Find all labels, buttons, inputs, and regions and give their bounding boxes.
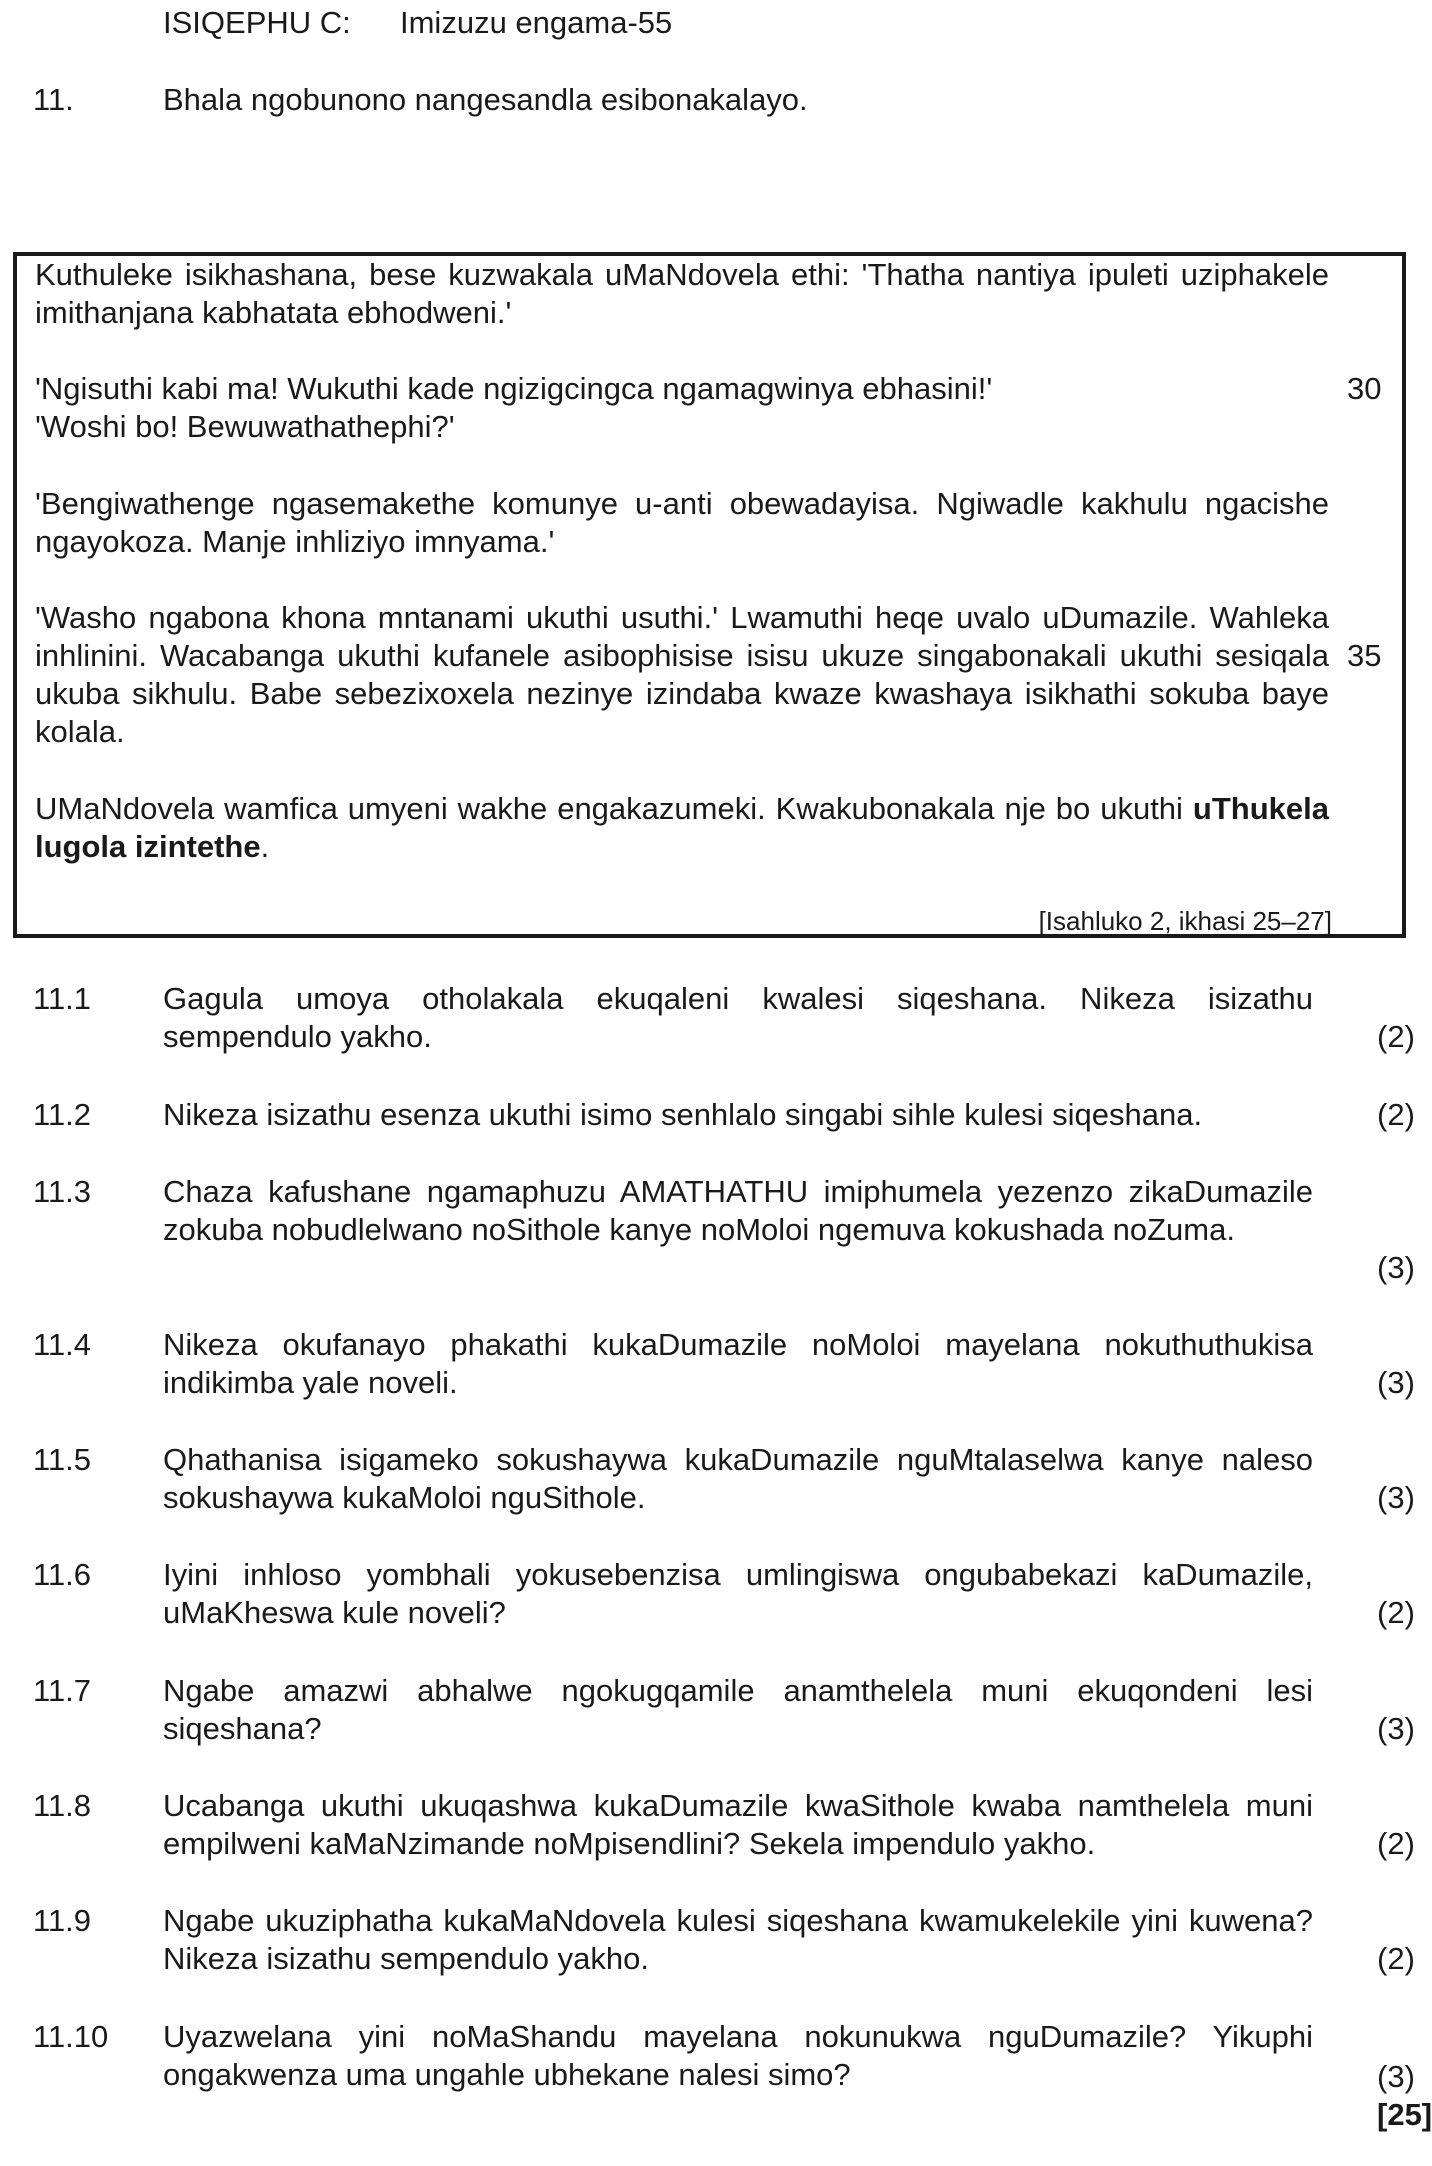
question-mark: (3) (1377, 1711, 1415, 1746)
extract-source: [Isahluko 2, ikhasi 25–27] (1038, 906, 1332, 936)
question-text: Ngabe ukuziphatha kukaMaNdovela kulesi siqeshana kwamukelekile yini kuwena? Nikeza isizathu sempendulo yakho. (163, 1903, 1313, 1976)
question-mark: (2) (1377, 1826, 1415, 1861)
question-mark: (3) (1377, 1365, 1415, 1400)
question-text: Nikeza okufanayo phakathi kukaDumazile noMoloi mayelana nokuthuthukisa indikimba yale noveli. (163, 1327, 1313, 1400)
section-title: Imizuzu engama-55 (400, 5, 673, 40)
question-number: 11.10 (33, 2019, 109, 2054)
line-number-35: 35 (1347, 638, 1382, 673)
question-text: Iyini inhloso yombhali yokusebenzisa umlingiswa ongubabekazi kaDumazile, uMaKheswa kule noveli? (163, 1557, 1313, 1630)
extract-line-speech-1: 'Ngisuthi kabi ma! Wukuthi kade ngizigcingca ngamagwinya ebhasini!' (35, 371, 993, 406)
question-text: Chaza kafushane ngamaphuzu AMATHATHU imiphumela yezenzo zikaDumazile zokuba nobudlelwano noSithole kanye noMoloi ngemuva kokushada noZuma. (163, 1174, 1313, 1247)
question-number: 11.1 (33, 981, 92, 1016)
question-number: 11.4 (33, 1327, 92, 1362)
question-text: Ucabanga ukuthi ukuqashwa kukaDumazile kwaSithole kwaba namthelela muni empilweni kaMaNzimande noMpisendlini? Sekela impendulo yakho. (163, 1788, 1313, 1861)
question-mark: (2) (1377, 1595, 1415, 1630)
question-number: 11.6 (33, 1557, 92, 1592)
task-instruction: Bhala ngobunono nangesandla esibonakalayo. (163, 82, 808, 117)
extract-paragraph-5-end: . (260, 829, 270, 864)
question-number: 11.5 (33, 1442, 92, 1477)
question-number: 11.8 (33, 1788, 92, 1823)
line-number-30: 30 (1347, 371, 1382, 406)
question-mark: (3) (1377, 1250, 1415, 1285)
task-number: 11. (33, 82, 74, 117)
question-mark: (2) (1377, 1941, 1415, 1976)
question-text: Uyazwelana yini noMaShandu mayelana nokunukwa nguDumazile? Yikuphi ongakwenza uma ungahle ubhekane nalesi simo? (163, 2019, 1313, 2092)
extract-paragraph-1: Kuthuleke isikhashana, bese kuzwakala uMaNdovela ethi: 'Thatha nantiya ipuleti uziphakele imithanjana kabhatata ebhodweni.' (35, 257, 1329, 330)
question-text: Gagula umoya otholakala ekuqaleni kwalesi siqeshana. Nikeza isizathu sempendulo yakho. (163, 981, 1313, 1054)
question-number: 11.3 (33, 1174, 92, 1209)
extract-paragraph-4: 'Washo ngabona khona mntanami ukuthi usuthi.' Lwamuthi heqe uvalo uDumazile. Wahleka inhlinini. Wacabanga ukuthi kufanele asibophisise isisu ukuze singabonakali ukuthi sesiqala ukuba sikhulu. Babe sebezixoxela nezinye izindaba kwaze kwashaya isikhathi sokuba baye kolala. (35, 600, 1329, 749)
extract-box (13, 252, 1406, 938)
question-text: Nikeza isizathu esenza ukuthi isimo senhlalo singabi sihle kulesi siqeshana. (163, 1097, 1203, 1132)
question-number: 11.7 (33, 1673, 92, 1708)
question-mark: (2) (1377, 1097, 1415, 1132)
section-label: ISIQEPHU C: (163, 5, 351, 40)
extract-paragraph-5-text: UMaNdovela wamfica umyeni wakhe engakazumeki. Kwakubonakala nje bo ukuthi (35, 791, 1183, 826)
question-mark: (2) (1377, 1019, 1415, 1054)
total-mark: [25] (1377, 2097, 1432, 2132)
question-mark: (3) (1377, 2059, 1415, 2094)
question-number: 11.2 (33, 1097, 92, 1132)
extract-line-speech-2: 'Woshi bo! Bewuwathathephi?' (35, 409, 455, 444)
extract-paragraph-3: 'Bengiwathenge ngasemakethe komunye u-anti obewadayisa. Ngiwadle kakhulu ngacishe ngayokoza. Manje inhliziyo imnyama.' (35, 486, 1329, 559)
bold-phrase: uThukela lugola izintethe (35, 791, 1329, 864)
question-number: 11.9 (33, 1903, 92, 1938)
extract-paragraph-5 (35, 790, 1329, 866)
question-mark: (3) (1377, 1480, 1415, 1515)
question-text: Qhathanisa isigameko sokushaywa kukaDumazile nguMtalaselwa kanye naleso sokushaywa kukaMoloi nguSithole. (163, 1442, 1313, 1515)
question-text: Ngabe amazwi abhalwe ngokugqamile anamthelela muni ekuqondeni lesi siqeshana? (163, 1673, 1313, 1746)
